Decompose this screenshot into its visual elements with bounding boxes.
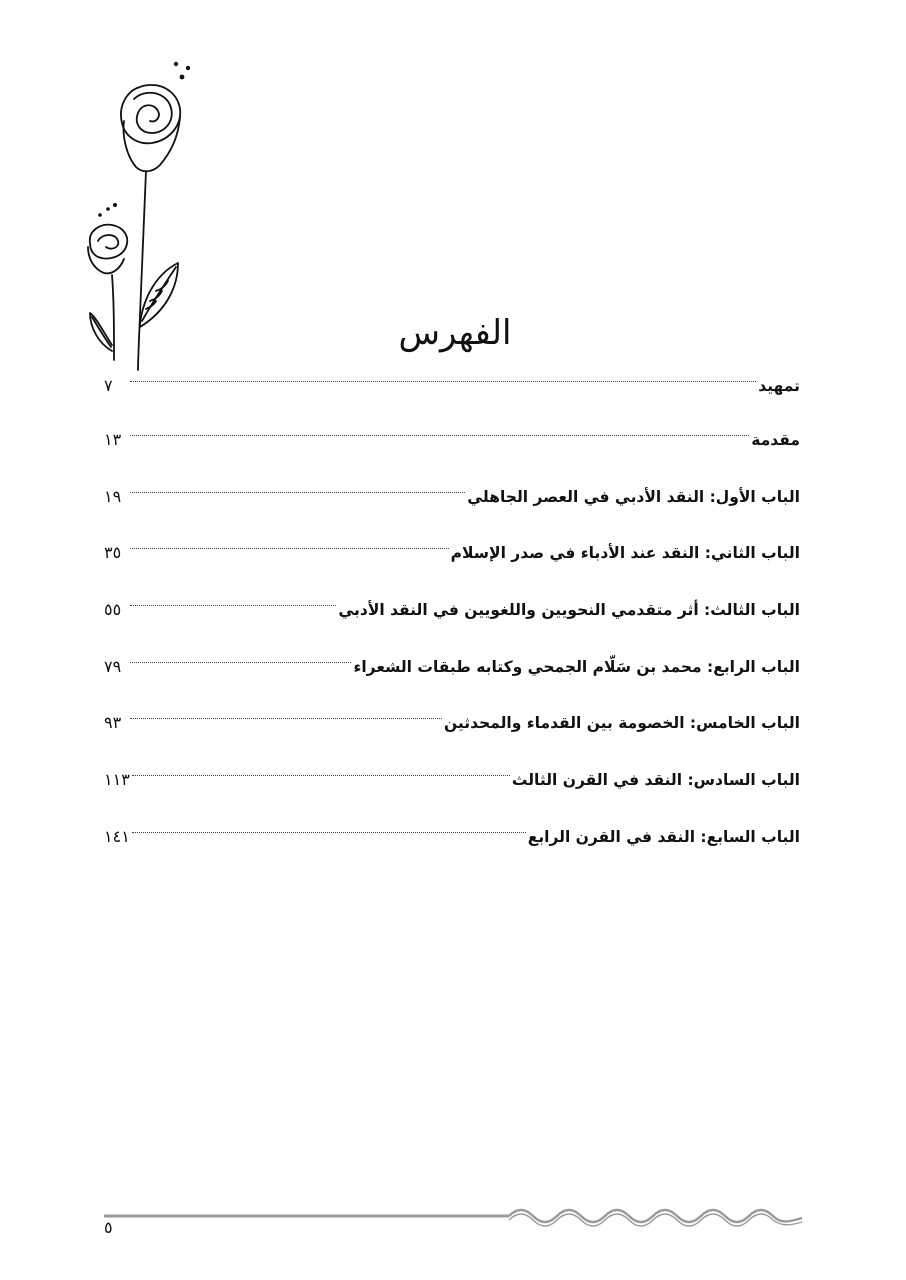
toc-leader-dots: [132, 775, 510, 776]
toc-leader-dots: [130, 381, 756, 382]
toc-entry-page: ١٤١: [104, 826, 130, 846]
toc-entry-title: الباب الرابع: محمد بن سَلّام الجمحي وكتابه طبقات الشعراء: [353, 657, 800, 676]
toc-entry[interactable]: [104, 760, 800, 817]
toc-entry-title: الباب السابع: النقد في القرن الرابع: [527, 827, 800, 846]
wave-ornament-icon: [104, 1208, 804, 1230]
toc-leader-dots: [130, 435, 749, 436]
toc-entry-title: تمهيد: [758, 377, 800, 395]
toc-entry[interactable]: [104, 477, 800, 534]
toc-entry-title: الباب الخامس: الخصومة بين القدماء والمحدثين: [443, 714, 800, 733]
toc-entry-title: الباب الثاني: النقد عند الأدباء في صدر الإسلام: [450, 544, 800, 563]
toc-entry-title: الباب الأول: النقد الأدبي في العصر الجاهلي: [467, 487, 800, 506]
rose-flower-icon: [78, 55, 198, 375]
toc-leader-dots: [130, 548, 449, 549]
toc-entry-page: ٣٥: [104, 543, 122, 563]
page-title: الفهرس: [398, 313, 512, 353]
toc-leader-dots: [132, 832, 526, 833]
toc-entry-title: الباب السادس: النقد في القرن الثالث: [511, 771, 800, 790]
toc-entry-page: ٧: [104, 376, 113, 395]
toc-entry-page: ١١٣: [104, 770, 130, 790]
toc-entry-page: ٩٣: [104, 713, 122, 733]
toc-entry-page: ٥٥: [104, 600, 122, 620]
toc-entry-page: ١٩: [104, 486, 122, 506]
toc-leader-dots: [130, 662, 351, 663]
toc-entry[interactable]: [104, 533, 800, 590]
page-number: ٥: [104, 1218, 113, 1237]
toc-entry-page: ١٣: [104, 430, 122, 449]
toc-entry[interactable]: [104, 590, 800, 647]
toc-entry[interactable]: [104, 366, 800, 420]
toc-leader-dots: [130, 605, 336, 606]
table-of-contents: [104, 366, 800, 874]
toc-entry[interactable]: [104, 817, 800, 874]
toc-entry[interactable]: [104, 703, 800, 760]
toc-entry[interactable]: [104, 647, 800, 704]
toc-entry-page: ٧٩: [104, 656, 122, 676]
toc-leader-dots: [130, 718, 442, 719]
toc-entry-title: مقدمة: [751, 431, 800, 449]
toc-leader-dots: [130, 492, 465, 493]
toc-entry-title: الباب الثالث: أثر متقدمي النحويين واللغويين في النقد الأدبي: [338, 601, 800, 620]
toc-entry[interactable]: [104, 420, 800, 477]
